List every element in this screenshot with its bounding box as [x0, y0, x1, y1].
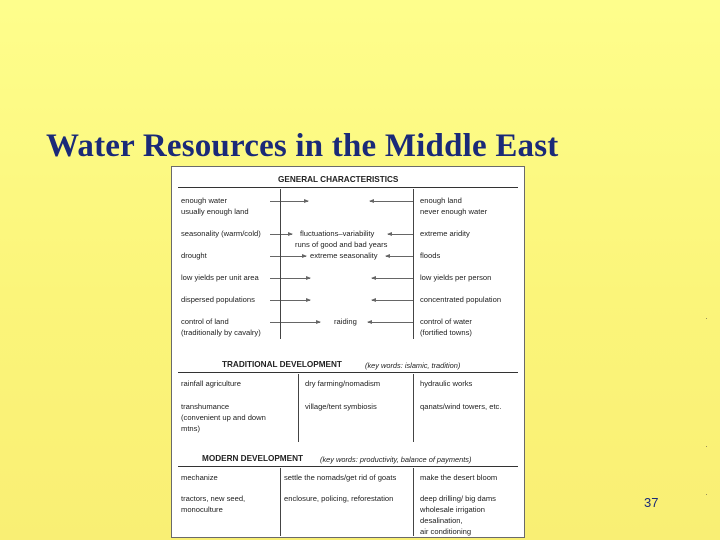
column-divider [413, 468, 414, 536]
traditional-rule [178, 372, 518, 373]
arrow-right-icon [270, 300, 310, 301]
traditional-middle-item: village/tent symbiosis [305, 402, 377, 411]
speck [706, 446, 707, 447]
modern-right-item: wholesale irrigation [420, 505, 486, 514]
arrow-left-icon [388, 234, 414, 235]
modern-right-item: make the desert bloom [420, 473, 498, 482]
arrow-left-icon [386, 256, 414, 257]
traditional-middle-item: dry farming/nomadism [305, 379, 381, 388]
modern-left-item: tractors, new seed, [181, 494, 246, 503]
modern-right-item: desalination, [420, 516, 463, 525]
general-left-item: enough water [181, 196, 228, 205]
general-left-item: drought [181, 251, 207, 260]
slide-title: Water Resources in the Middle East [46, 128, 559, 164]
traditional-right-item: hydraulic works [420, 379, 473, 388]
modern-left-item: monoculture [181, 505, 223, 514]
page-number: 37 [644, 495, 659, 510]
general-right-item: low yields per person [420, 273, 492, 282]
general-middle-item: extreme seasonality [310, 251, 378, 260]
general-right-item: extreme aridity [420, 229, 470, 238]
arrow-right-icon [270, 278, 310, 279]
modern-keywords: (key words: productivity, balance of payments) [320, 455, 472, 464]
speck [706, 494, 707, 495]
arrow-right-icon [270, 322, 320, 323]
general-rule [178, 187, 518, 188]
general-right-item: floods [420, 251, 441, 260]
general-right-item: enough land [420, 196, 462, 205]
general-left-item: control of land [181, 317, 229, 326]
arrow-right-icon [270, 256, 306, 257]
general-right-item: concentrated population [420, 295, 502, 304]
traditional-left-item: (convenient up and down [181, 413, 266, 422]
modern-rule [178, 466, 518, 467]
modern-right-item: deep drilling/ big dams [420, 494, 496, 503]
general-middle-item: raiding [334, 317, 357, 326]
arrow-left-icon [372, 278, 414, 279]
column-divider [280, 189, 281, 339]
column-divider [298, 374, 299, 442]
general-middle-item: runs of good and bad years [295, 240, 388, 249]
water-characteristics-figure [171, 166, 525, 538]
traditional-header: TRADITIONAL DEVELOPMENT [222, 360, 342, 369]
arrow-left-icon [368, 322, 414, 323]
modern-middle-item: enclosure, policing, reforestation [284, 494, 394, 503]
modern-left-item: mechanize [181, 473, 218, 482]
arrow-left-icon [372, 300, 414, 301]
column-divider [413, 189, 414, 339]
general-left-item: usually enough land [181, 207, 249, 216]
general-left-item: seasonality (warm/cold) [181, 229, 261, 238]
column-divider [280, 468, 281, 536]
arrow-right-icon [270, 201, 308, 202]
traditional-right-item: qanats/wind towers, etc. [420, 402, 502, 411]
traditional-keywords: (key words: islamic, tradition) [365, 361, 461, 370]
general-middle-item: fluctuations–variability [300, 229, 375, 238]
traditional-left-item: transhumance [181, 402, 230, 411]
speck [706, 318, 707, 319]
modern-header: MODERN DEVELOPMENT [202, 454, 303, 463]
general-right-item: never enough water [420, 207, 488, 216]
column-divider [413, 374, 414, 442]
arrow-right-icon [270, 234, 292, 235]
general-left-item: (traditionally by cavalry) [181, 328, 261, 337]
traditional-left-item: mtns) [181, 424, 200, 433]
traditional-left-item: rainfall agriculture [181, 379, 241, 388]
general-right-item: (fortified towns) [420, 328, 472, 337]
general-header: GENERAL CHARACTERISTICS [278, 175, 399, 184]
general-left-item: low yields per unit area [181, 273, 259, 282]
general-right-item: control of water [420, 317, 472, 326]
modern-middle-item: settle the nomads/get rid of goats [284, 473, 397, 482]
general-left-item: dispersed populations [181, 295, 255, 304]
arrow-left-icon [370, 201, 414, 202]
modern-right-item: air conditioning [420, 527, 472, 536]
